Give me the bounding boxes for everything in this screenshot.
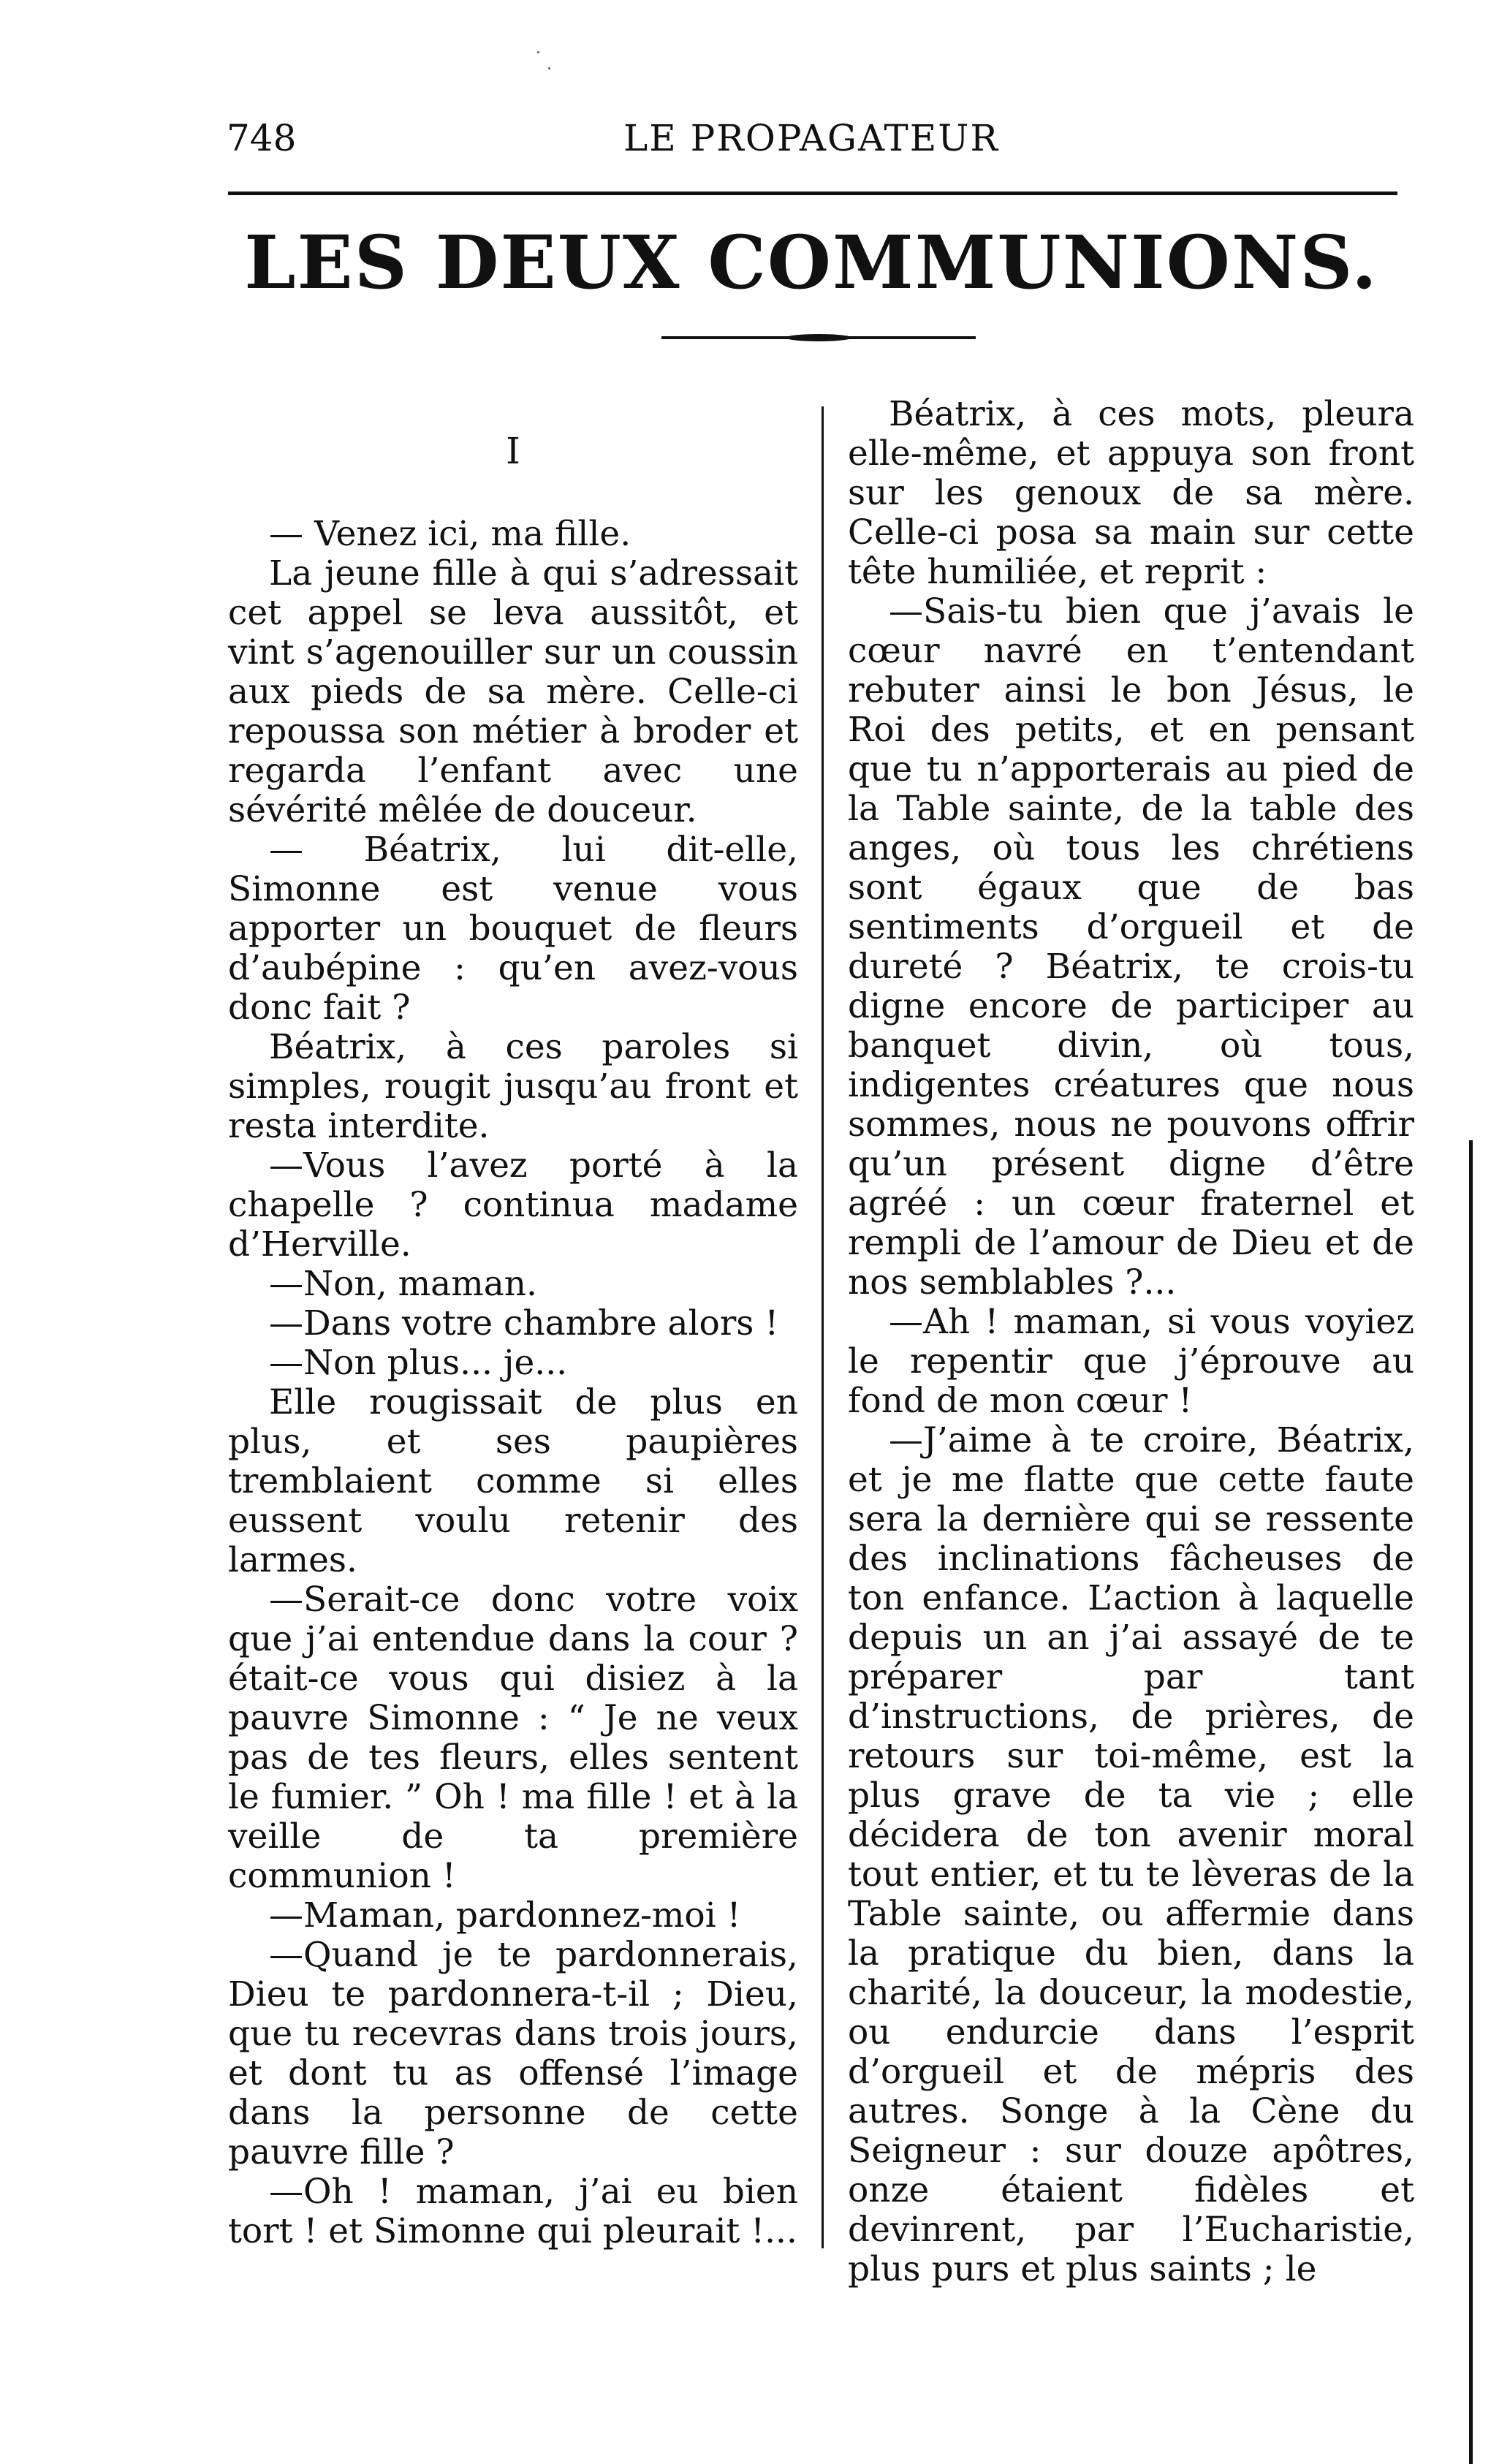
page-number: 748 (227, 117, 297, 159)
paragraph: — Béatrix, lui dit-elle, Simonne est venue vous apporter un bouquet de fleurs d’aubépine : qu’en avez-vous donc fait ? (228, 830, 798, 1028)
column-divider (822, 406, 824, 2248)
paragraph: —Non, maman. (269, 1264, 537, 1304)
paragraph: —Maman, pardonnez-moi ! (269, 1895, 741, 1936)
paragraph: — Venez ici, ma fille. (269, 514, 631, 554)
article-title: LES DEUX COMMUNIONS. (244, 219, 1378, 306)
paragraph: La jeune fille à qui s’adressait cet appel se leva aussitôt, et vint s’agenouiller sur un coussin aux pieds de sa mère. Celle-ci repoussa son métier à broder et regarda l’enfant avec une sévérité mêlée de douceur. (228, 553, 798, 830)
paragraph: —Serait-ce donc votre voix que j’ai entendue dans la cour ? était-ce vous qui disiez à la pauvre Simonne : “ Je ne veux pas de tes fleurs, elles sentent le fumier. ” Oh ! ma fille ! et à la veille de ta première communion ! (228, 1580, 798, 1896)
speck (537, 51, 539, 53)
paragraph: —J’aime à te croire, Béatrix, et je me flatte que cette faute sera la dernière qui se ressente des inclinations fâcheuses de ton enfance. L’action à laquelle depuis un an j’ai assayé de te préparer par tant d’instructions, de prières, de retours sur toi-même, est la plus grave de ta vie ; elle décidera de ton avenir moral tout entier, et tu te lèveras de la Table sainte, ou affermie dans la pratique du bien, dans la charité, la douceur, la modestie, ou endurcie dans l’esprit d’orgueil et de mépris des autres. Songe à la Cène du Seigneur : sur douze apôtres, onze étaient fidèles et devinrent, par l’Eucharistie, plus purs et plus saints ; le (848, 1420, 1414, 2289)
right-column (848, 395, 1414, 2289)
paragraph: Béatrix, à ces paroles si simples, rougit jusqu’au front et resta interdite. (228, 1027, 798, 1146)
paragraph: —Non plus... je... (269, 1343, 568, 1383)
header-rule (228, 192, 1397, 195)
paragraph: —Quand je te pardonnerais, Dieu te pardonnera-t-il ; Dieu, que tu recevras dans trois jours, et dont tu as offensé l’image dans la personne de cette pauvre fille ? (228, 1935, 798, 2172)
paragraph: Béatrix, à ces mots, pleura elle-même, et appuya son front sur les genoux de sa mère. Celle-ci posa sa main sur cette tête humiliée, et reprit : (848, 394, 1414, 592)
page-edge-line (1469, 1140, 1473, 2464)
speck (548, 67, 550, 69)
paragraph: —Vous l’avez porté à la chapelle ? continua madame d’Herville. (228, 1145, 798, 1265)
running-title: LE PROPAGATEUR (623, 117, 999, 159)
section-number: I (506, 430, 520, 472)
left-column (228, 387, 798, 2251)
title-ornament (661, 336, 976, 339)
paragraph: —Dans votre chambre alors ! (269, 1303, 779, 1343)
paragraph: —Oh ! maman, j’ai eu bien tort ! et Simonne qui pleurait !... (228, 2172, 798, 2251)
page-header (227, 102, 1396, 168)
paragraph: Elle rougissait de plus en plus, et ses paupières tremblaient comme si elles eussent voulu retenir des larmes. (228, 1382, 798, 1580)
paragraph: —Sais-tu bien que j’avais le cœur navré en t’entendant rebuter ainsi le bon Jésus, le Roi des petits, et en pensant que tu n’apporterais au pied de la Table sainte, de la table des anges, où tous les chrétiens sont égaux que de bas sentiments d’orgueil et de dureté ? Béatrix, te crois-tu digne encore de participer au banquet divin, où tous, indigentes créatures que nous sommes, nous ne pouvons offrir qu’un présent digne d’être agréé : un cœur fraternel et rempli de l’amour de Dieu et de nos semblables ?... (848, 591, 1414, 1303)
paragraph: —Ah ! maman, si vous voyiez le repentir que j’éprouve au fond de mon cœur ! (848, 1302, 1414, 1421)
